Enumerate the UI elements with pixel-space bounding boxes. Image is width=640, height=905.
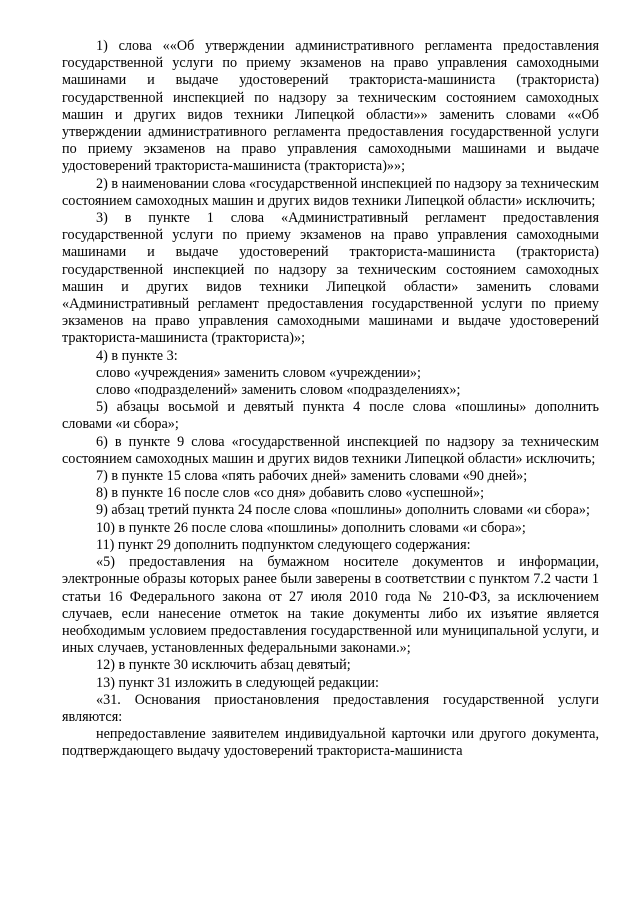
paragraph-11-subitem-5: «5) предоставления на бумажном носителе документов и информации, электронные образы которых ранее были заверены в соответствии с пунктом 7.2 части 1 статьи 16 Федерального закона от 27 июля 2010 года № 210-ФЗ, за исключением случаев, если нанесение отметок на такие документы либо их изъятие является необходимым условием предоставления государственной или муниципальной услуги, и иных случаев, установленных федеральными законами.»; [62,554,599,657]
paragraph-13-point-31-item-1: непредоставление заявителем индивидуальной карточки или другого документа, подтверждающего выдачу удостоверений тракториста-машиниста [62,726,599,760]
paragraph-4-item-1: слово «учреждения» заменить словом «учреждении»; [96,364,421,381]
paragraph-1: 1) слова ««Об утверждении административного регламента предоставления государственной услуги по приему экзаменов на право управления самоходными машинами и выдаче удостоверений тракториста-машиниста (тракториста) государственной инспекцией по надзору за техническим состоянием самоходных машин и других видов техники Липецкой области»» заменить словами ««Об утверждении административного регламента предоставления государственной услуги по приему экзаменов на право управления самоходными машинами и выдаче удостоверений тракториста-машиниста (тракториста)»»; [62,38,599,175]
paragraph-11: 11) пункт 29 дополнить подпунктом следующего содержания: [96,536,471,553]
paragraph-2: 2) в наименовании слова «государственной инспекцией по надзору за техническим состоянием самоходных машин и других видов техники Липецкой области» исключить; [62,175,599,209]
paragraph-8: 8) в пункте 16 после слов «со дня» добавить слово «успешной»; [96,485,485,502]
paragraph-7: 7) в пункте 15 слова «пять рабочих дней» заменить словами «90 дней»; [96,468,528,485]
paragraph-6: 6) в пункте 9 слова «государственной инспекцией по надзору за техническим состоянием самоходных машин и других видов техники Липецкой области» исключить; [62,433,599,467]
paragraph-10: 10) в пункте 26 после слова «пошлины» дополнить словами «и сбора»; [96,519,526,536]
paragraph-13: 13) пункт 31 изложить в следующей редакции: [96,674,379,691]
paragraph-13-point-31: «31. Основания приостановления предоставления государственной услуги являются: [62,691,599,725]
paragraph-9: 9) абзац третий пункта 24 после слова «пошлины» дополнить словами «и сбора»; [96,502,590,519]
paragraph-4: 4) в пункте 3: [96,347,178,364]
paragraph-5: 5) абзацы восьмой и девятый пункта 4 после слова «пошлины» дополнить словами «и сбора»; [62,399,599,433]
document-page [62,38,599,761]
paragraph-12: 12) в пункте 30 исключить абзац девятый; [96,657,351,674]
paragraph-4-item-2: слово «подразделений» заменить словом «подразделениях»; [96,382,461,399]
paragraph-3: 3) в пункте 1 слова «Административный регламент предоставления государственной услуги по приему экзаменов на право управления самоходными машинами и выдаче удостоверений тракториста-машиниста (тракториста) государственной инспекцией по надзору за техническим состоянием самоходных машин и других видов техники Липецкой области» заменить словами «Административный регламент предоставления государственной услуги по приему экзаменов на право управления самоходными машинами и выдаче удостоверений тракториста-машиниста (тракториста)»; [62,210,599,347]
